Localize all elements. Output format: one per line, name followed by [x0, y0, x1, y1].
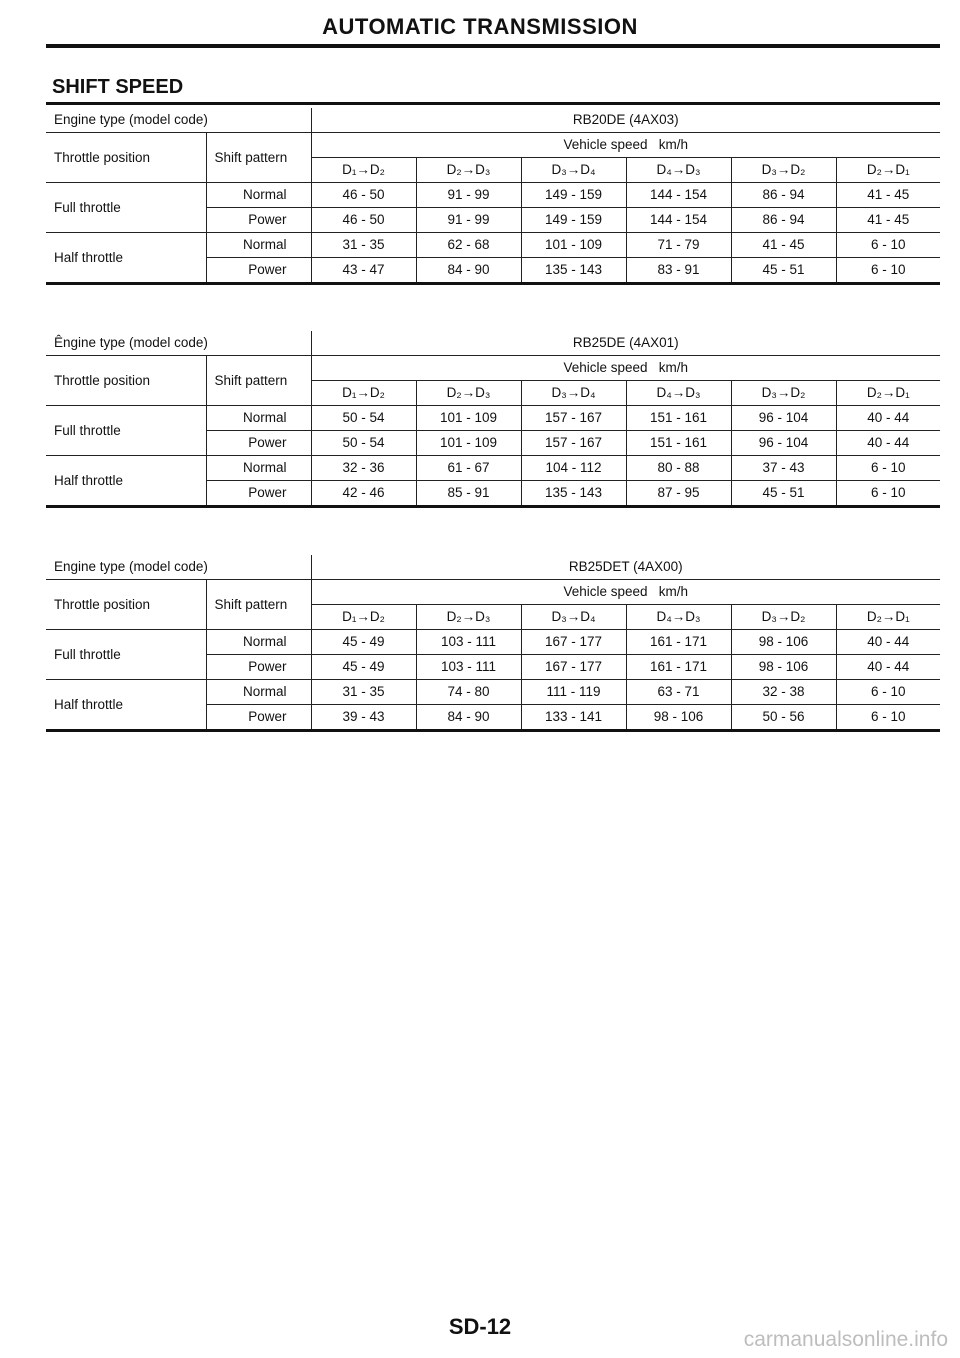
column-header: D₂→D₁	[836, 605, 940, 630]
column-header: D₃→D₂	[731, 381, 836, 406]
speed-cell: 98 - 106	[731, 655, 836, 680]
column-header: D₂→D₁	[836, 158, 940, 183]
shift-pattern-value: Normal	[206, 630, 311, 655]
speed-cell: 6 - 10	[836, 258, 940, 284]
throttle-label: Full throttle	[46, 406, 206, 456]
speed-cell: 6 - 10	[836, 456, 940, 481]
speed-cell: 41 - 45	[836, 183, 940, 208]
shift-pattern-label: Shift pattern	[206, 133, 311, 183]
vehicle-speed-label: Vehicle speed km/h	[311, 133, 940, 158]
header-row	[46, 133, 940, 158]
throttle-label: Full throttle	[46, 630, 206, 680]
speed-cell: 135 - 143	[521, 258, 626, 284]
shift-pattern-value: Power	[206, 655, 311, 680]
column-header: D₂→D₃	[416, 605, 521, 630]
section-title: SHIFT SPEED	[52, 76, 184, 98]
speed-cell: 40 - 44	[836, 630, 940, 655]
column-header: D₃→D₄	[521, 158, 626, 183]
column-header: D₁→D₂	[311, 158, 416, 183]
speed-cell: 86 - 94	[731, 208, 836, 233]
speed-cell: 157 - 167	[521, 406, 626, 431]
speed-cell: 6 - 10	[836, 680, 940, 705]
speed-cell: 87 - 95	[626, 481, 731, 507]
engine-type-label: Engine type (model code)	[46, 555, 311, 580]
column-header: D₁→D₂	[311, 381, 416, 406]
speed-cell: 149 - 159	[521, 183, 626, 208]
speed-cell: 167 - 177	[521, 630, 626, 655]
speed-cell: 144 - 154	[626, 183, 731, 208]
speed-cell: 46 - 50	[311, 208, 416, 233]
watermark: carmanualsonline.info	[743, 1328, 948, 1351]
column-header: D₃→D₂	[731, 158, 836, 183]
column-header: D₂→D₁	[836, 381, 940, 406]
speed-cell: 104 - 112	[521, 456, 626, 481]
speed-cell: 40 - 44	[836, 655, 940, 680]
page-title: AUTOMATIC TRANSMISSION	[322, 14, 638, 39]
speed-cell: 98 - 106	[626, 705, 731, 731]
title-rule	[46, 44, 940, 48]
speed-cell: 62 - 68	[416, 233, 521, 258]
header-row	[46, 580, 940, 605]
speed-cell: 86 - 94	[731, 183, 836, 208]
speed-cell: 135 - 143	[521, 481, 626, 507]
table-row	[46, 233, 940, 258]
column-header: D₄→D₃	[626, 605, 731, 630]
shift-pattern-value: Normal	[206, 233, 311, 258]
speed-cell: 101 - 109	[416, 406, 521, 431]
speed-cell: 6 - 10	[836, 705, 940, 731]
engine-row	[46, 108, 940, 133]
speed-cell: 71 - 79	[626, 233, 731, 258]
engine-model: RB25DE (4AX01)	[311, 331, 940, 356]
engine-type-label: Engine type (model code)	[46, 108, 311, 133]
speed-cell: 101 - 109	[416, 431, 521, 456]
speed-cell: 50 - 54	[311, 406, 416, 431]
shift-pattern-value: Power	[206, 705, 311, 731]
table-row	[46, 630, 940, 655]
speed-cell: 45 - 49	[311, 630, 416, 655]
shift-speed-table	[46, 331, 940, 508]
speed-cell: 39 - 43	[311, 705, 416, 731]
speed-cell: 74 - 80	[416, 680, 521, 705]
shift-pattern-value: Power	[206, 481, 311, 507]
throttle-label: Full throttle	[46, 183, 206, 233]
speed-cell: 151 - 161	[626, 406, 731, 431]
speed-cell: 144 - 154	[626, 208, 731, 233]
speed-cell: 96 - 104	[731, 431, 836, 456]
speed-cell: 91 - 99	[416, 183, 521, 208]
speed-cell: 103 - 111	[416, 655, 521, 680]
section-rule	[46, 102, 940, 105]
shift-speed-table	[46, 108, 940, 285]
header-row	[46, 356, 940, 381]
engine-model: RB25DET (4AX00)	[311, 555, 940, 580]
throttle-label: Half throttle	[46, 456, 206, 507]
speed-cell: 32 - 36	[311, 456, 416, 481]
throttle-position-label: Throttle position	[46, 133, 206, 183]
column-header: D₁→D₂	[311, 605, 416, 630]
shift-pattern-value: Normal	[206, 456, 311, 481]
speed-cell: 31 - 35	[311, 233, 416, 258]
speed-cell: 43 - 47	[311, 258, 416, 284]
speed-cell: 40 - 44	[836, 406, 940, 431]
speed-cell: 151 - 161	[626, 431, 731, 456]
speed-cell: 101 - 109	[521, 233, 626, 258]
speed-cell: 50 - 54	[311, 431, 416, 456]
speed-cell: 45 - 51	[731, 481, 836, 507]
table-row	[46, 456, 940, 481]
speed-cell: 40 - 44	[836, 431, 940, 456]
speed-cell: 63 - 71	[626, 680, 731, 705]
engine-type-label: Êngine type (model code)	[46, 331, 311, 356]
page-number: SD-12	[448, 1314, 512, 1339]
speed-cell: 45 - 51	[731, 258, 836, 284]
column-header: D₃→D₄	[521, 605, 626, 630]
shift-pattern-label: Shift pattern	[206, 580, 311, 630]
column-header: D₃→D₄	[521, 381, 626, 406]
throttle-label: Half throttle	[46, 680, 206, 731]
speed-cell: 41 - 45	[731, 233, 836, 258]
speed-cell: 149 - 159	[521, 208, 626, 233]
speed-cell: 133 - 141	[521, 705, 626, 731]
speed-cell: 167 - 177	[521, 655, 626, 680]
column-header: D₂→D₃	[416, 381, 521, 406]
throttle-position-label: Throttle position	[46, 580, 206, 630]
speed-cell: 161 - 171	[626, 630, 731, 655]
speed-cell: 46 - 50	[311, 183, 416, 208]
speed-cell: 96 - 104	[731, 406, 836, 431]
speed-cell: 6 - 10	[836, 233, 940, 258]
speed-cell: 80 - 88	[626, 456, 731, 481]
column-header: D₄→D₃	[626, 158, 731, 183]
throttle-label: Half throttle	[46, 233, 206, 284]
vehicle-speed-label: Vehicle speed km/h	[311, 356, 940, 381]
table-row	[46, 406, 940, 431]
shift-pattern-value: Power	[206, 208, 311, 233]
speed-cell: 31 - 35	[311, 680, 416, 705]
column-header: D₂→D₃	[416, 158, 521, 183]
engine-model: RB20DE (4AX03)	[311, 108, 940, 133]
speed-cell: 85 - 91	[416, 481, 521, 507]
throttle-position-label: Throttle position	[46, 356, 206, 406]
speed-cell: 157 - 167	[521, 431, 626, 456]
speed-cell: 84 - 90	[416, 258, 521, 284]
shift-pattern-value: Power	[206, 258, 311, 284]
shift-pattern-value: Normal	[206, 406, 311, 431]
speed-cell: 50 - 56	[731, 705, 836, 731]
engine-row	[46, 331, 940, 356]
table-row	[46, 680, 940, 705]
table-row	[46, 183, 940, 208]
vehicle-speed-label: Vehicle speed km/h	[311, 580, 940, 605]
column-header: D₄→D₃	[626, 381, 731, 406]
speed-cell: 111 - 119	[521, 680, 626, 705]
engine-row	[46, 555, 940, 580]
shift-pattern-value: Normal	[206, 680, 311, 705]
speed-cell: 37 - 43	[731, 456, 836, 481]
speed-cell: 42 - 46	[311, 481, 416, 507]
speed-cell: 83 - 91	[626, 258, 731, 284]
column-header: D₃→D₂	[731, 605, 836, 630]
speed-cell: 61 - 67	[416, 456, 521, 481]
shift-pattern-value: Power	[206, 431, 311, 456]
speed-cell: 32 - 38	[731, 680, 836, 705]
speed-cell: 103 - 111	[416, 630, 521, 655]
speed-cell: 161 - 171	[626, 655, 731, 680]
speed-cell: 84 - 90	[416, 705, 521, 731]
shift-pattern-value: Normal	[206, 183, 311, 208]
speed-cell: 6 - 10	[836, 481, 940, 507]
speed-cell: 91 - 99	[416, 208, 521, 233]
speed-cell: 45 - 49	[311, 655, 416, 680]
speed-cell: 41 - 45	[836, 208, 940, 233]
speed-cell: 98 - 106	[731, 630, 836, 655]
shift-speed-table	[46, 555, 940, 732]
shift-pattern-label: Shift pattern	[206, 356, 311, 406]
